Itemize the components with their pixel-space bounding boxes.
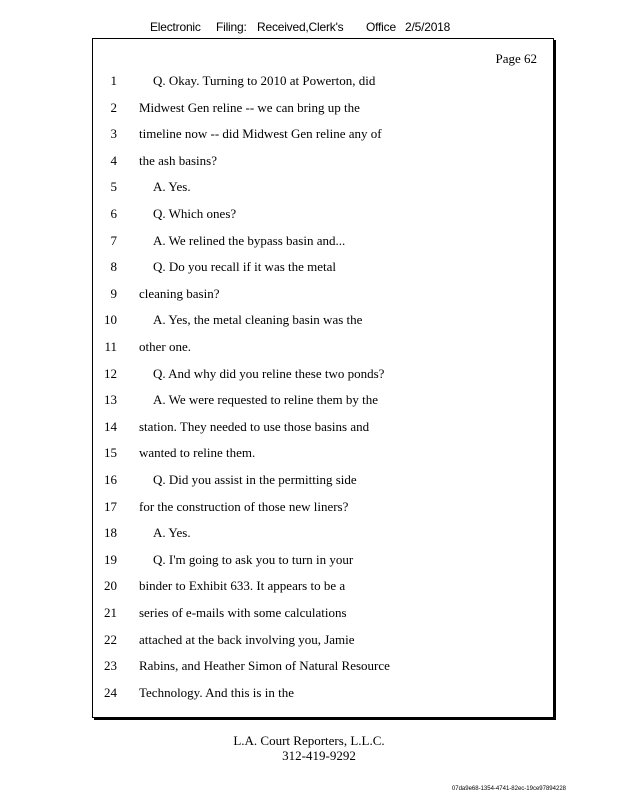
line-number: 8: [110, 259, 117, 275]
document-id: 07da9e68-1354-4741-82ec-19ce97894228: [451, 786, 566, 792]
transcript-line: [93, 552, 553, 579]
line-number: 20: [104, 578, 117, 594]
transcript-line: [93, 366, 553, 393]
line-number: 18: [104, 525, 117, 541]
transcript-line: [93, 392, 553, 419]
transcript-page: [92, 38, 554, 718]
line-number: 19: [104, 551, 117, 567]
transcript-line: [93, 578, 553, 605]
transcript-line: [93, 685, 553, 712]
line-text: the ash basins?: [139, 152, 217, 168]
line-text: binder to Exhibit 633. It appears to be a: [139, 578, 346, 594]
line-number: 2: [110, 99, 117, 115]
footer-company: L.A. Court Reporters, L.L.C.: [233, 733, 385, 748]
line-text: Q. Which ones?: [153, 206, 237, 221]
transcript-line: [93, 206, 553, 233]
line-number: 13: [104, 392, 117, 408]
line-text: Midwest Gen reline -- we can bring up the: [139, 99, 360, 115]
transcript-line: [93, 632, 553, 659]
line-text: timeline now -- did Midwest Gen reline any of: [139, 126, 382, 142]
line-number: 12: [104, 365, 117, 381]
line-number: 17: [104, 498, 117, 514]
line-text: Q. I'm going to ask you to turn in your: [153, 551, 354, 567]
transcript-line: [93, 259, 553, 286]
line-number: 11: [104, 339, 117, 354]
filing-header-word-electronic: Electronic: [150, 20, 201, 34]
transcript-line: [93, 179, 553, 206]
line-text: A. Yes, the metal cleaning basin was the: [153, 312, 363, 328]
transcript-line: [93, 153, 553, 180]
transcript-line: [93, 472, 553, 499]
line-number: 15: [104, 445, 117, 461]
line-text: cleaning basin?: [139, 285, 220, 301]
transcript-line: [93, 658, 553, 685]
transcript-line: [93, 286, 553, 313]
line-text: A. Yes.: [153, 525, 191, 541]
line-text: Q. Did you assist in the permitting side: [153, 472, 357, 487]
line-number: 21: [104, 605, 117, 620]
line-text: A. We relined the bypass basin and...: [153, 232, 346, 248]
transcript-line: [93, 445, 553, 472]
line-number: 16: [104, 472, 117, 487]
line-text: Q. Do you recall if it was the metal: [153, 259, 337, 275]
line-number: 3: [110, 126, 117, 142]
transcript-line: [93, 499, 553, 526]
line-text: wanted to reline them.: [139, 445, 256, 461]
filing-header-word-filing: Filing:: [216, 20, 247, 34]
line-number: 6: [110, 206, 117, 221]
filing-header: [0, 20, 618, 38]
transcript-line: [93, 339, 553, 366]
line-number: 24: [104, 684, 117, 700]
transcript-line: [93, 419, 553, 446]
transcript-line: [93, 525, 553, 552]
line-number: 4: [110, 152, 117, 168]
transcript-line: [93, 312, 553, 339]
line-number: 14: [104, 418, 117, 434]
line-number: 1: [110, 73, 117, 88]
line-text: series of e-mails with some calculations: [139, 605, 347, 620]
line-number: 5: [110, 179, 117, 195]
line-text: other one.: [139, 339, 191, 354]
line-text: station. They needed to use those basins and: [139, 418, 370, 434]
transcript-line: [93, 73, 553, 100]
transcript-line: [93, 233, 553, 260]
line-text: Technology. And this is in the: [139, 684, 294, 700]
transcript-line: [93, 100, 553, 127]
line-text: Q. And why did you reline these two ponds?: [153, 365, 385, 381]
transcript-line: [93, 605, 553, 632]
line-number: 7: [110, 232, 117, 248]
line-text: attached at the back involving you, Jamie: [139, 631, 355, 647]
line-text: A. Yes.: [153, 179, 191, 195]
line-text: for the construction of those new liners?: [139, 498, 349, 514]
line-text: Q. Okay. Turning to 2010 at Powerton, did: [153, 73, 376, 88]
line-number: 10: [104, 312, 117, 328]
page-number: Page 62: [495, 51, 537, 66]
line-number: 9: [110, 285, 117, 301]
line-text: A. We were requested to reline them by the: [153, 392, 379, 408]
filing-header-date: 2/5/2018: [405, 20, 451, 34]
line-text: Rabins, and Heather Simon of Natural Resource: [139, 658, 390, 674]
line-number: 22: [104, 631, 117, 647]
footer: [0, 733, 618, 763]
filing-header-word-received: Received,Clerk's: [257, 20, 344, 34]
footer-phone: 312-419-9292: [282, 748, 356, 763]
transcript-line: [93, 126, 553, 153]
filing-header-word-office: Office: [366, 20, 396, 34]
line-number: 23: [104, 658, 117, 674]
